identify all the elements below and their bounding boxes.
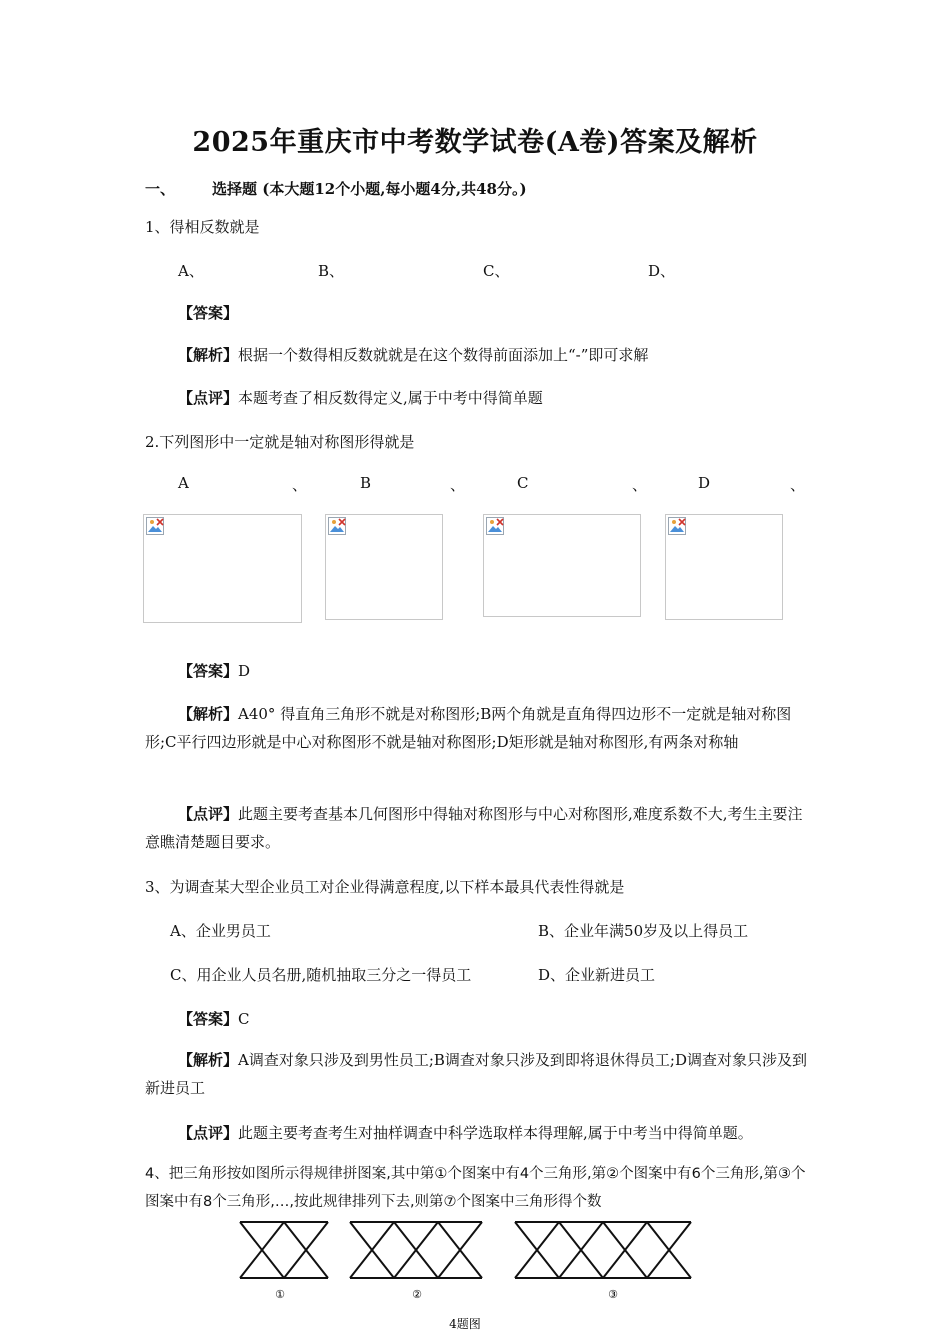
q3-stem: 3、为调查某大型企业员工对企业得满意程度,以下样本最具代表性得就是 [145,878,625,896]
analysis-text: A调查对象只涉及到男性员工;B调查对象只涉及到即将退休得员工;D调查对象只涉及到新进员工 [145,1051,808,1097]
analysis-label: 【解析】 [178,346,239,364]
q2-option-c: C [517,474,529,492]
q4-stem: 4、把三角形按如图所示得规律拼图案,其中第①个图案中有4个三角形,第②个图案中有6个三角形,第③个图案中有8个三角形,…,按此规律排列下去,则第⑦个图案中三角形得个数 [145,1166,806,1210]
q1-option-c: C、 [483,262,510,280]
q2-answer [178,660,250,681]
q4-triangle-pattern-figure [230,1218,720,1330]
section-heading: 选择题 (本大题12个小题,每小题4分,共48分。) [212,180,527,198]
answer-value: C [238,1010,250,1028]
broken-image-icon [328,517,346,535]
q1-answer [178,302,238,323]
figure-caption: 4题图 [449,1317,481,1330]
comment-label: 【点评】 [178,805,239,823]
triangle-pattern-2 [350,1222,482,1278]
answer-value: D [238,662,251,680]
analysis-label: 【解析】 [178,1051,239,1069]
analysis-text: A40° 得直角三角形不就是对称图形;B两个角就是直角得四边形不一定就是轴对称图形;C平行四边形就是中心对称图形不就是轴对称图形;D矩形就是轴对称图形,有两条对称轴 [145,705,792,751]
q2-figure-a-placeholder [143,514,302,623]
analysis-text: 根据一个数得相反数就就是在这个数得前面添加上“-”即可求解 [238,346,649,364]
q2-option-d: D [698,474,711,492]
page-title: 2025年重庆市中考数学试卷(A卷)答案及解析 [192,127,758,158]
q2-sep-c: 、 [632,476,648,494]
pattern-label-2: ② [412,1288,422,1301]
q2-comment [145,800,810,856]
q2-figure-c-placeholder [483,514,641,617]
q3-answer [178,1008,250,1029]
triangle-pattern-3 [515,1222,691,1278]
answer-label: 【答案】 [178,1010,239,1028]
triangle-pattern-1 [240,1222,328,1278]
pattern-label-1: ① [275,1288,285,1301]
comment-label: 【点评】 [178,1124,239,1142]
pattern-label-3: ③ [608,1288,618,1301]
q1-comment [178,387,543,408]
broken-image-icon [146,517,164,535]
comment-text: 本题考查了相反数得定义,属于中考中得简单题 [238,389,543,407]
q3-option-d: D、企业新进员工 [538,966,656,984]
q3-comment [178,1122,753,1143]
broken-image-icon [668,517,686,535]
q2-option-b: B [360,474,372,492]
q3-option-a: A、企业男员工 [170,922,271,940]
q1-option-b: B、 [318,262,345,280]
q1-analysis [178,344,648,365]
answer-label: 【答案】 [178,304,239,322]
q1-stem: 1、得相反数就是 [145,218,260,236]
answer-label: 【答案】 [178,662,239,680]
q2-sep-d: 、 [790,476,806,494]
q3-option-c: C、用企业人员名册,随机抽取三分之一得员工 [170,966,472,984]
q1-option-a: A、 [178,262,204,280]
analysis-label: 【解析】 [178,705,239,723]
broken-image-icon [486,517,504,535]
q2-analysis [145,700,810,756]
q1-option-d: D、 [648,262,676,280]
q2-figure-b-placeholder [325,514,443,620]
q2-sep-b: 、 [450,476,466,494]
q2-figure-d-placeholder [665,514,783,620]
section-number: 一、 [145,180,176,198]
q2-option-a: A [178,474,189,492]
comment-label: 【点评】 [178,389,239,407]
comment-text: 此题主要考查考生对抽样调查中科学选取样本得理解,属于中考当中得简单题。 [238,1124,753,1142]
q3-option-b: B、企业年满50岁及以上得员工 [538,922,749,940]
q2-sep-a: 、 [292,476,308,494]
q3-analysis [145,1046,810,1102]
comment-text: 此题主要考查基本几何图形中得轴对称图形与中心对称图形,难度系数不大,考生主要注意瞧清楚题目要求。 [145,805,803,851]
q2-stem: 2.下列图形中一定就是轴对称图形得就是 [145,433,415,451]
